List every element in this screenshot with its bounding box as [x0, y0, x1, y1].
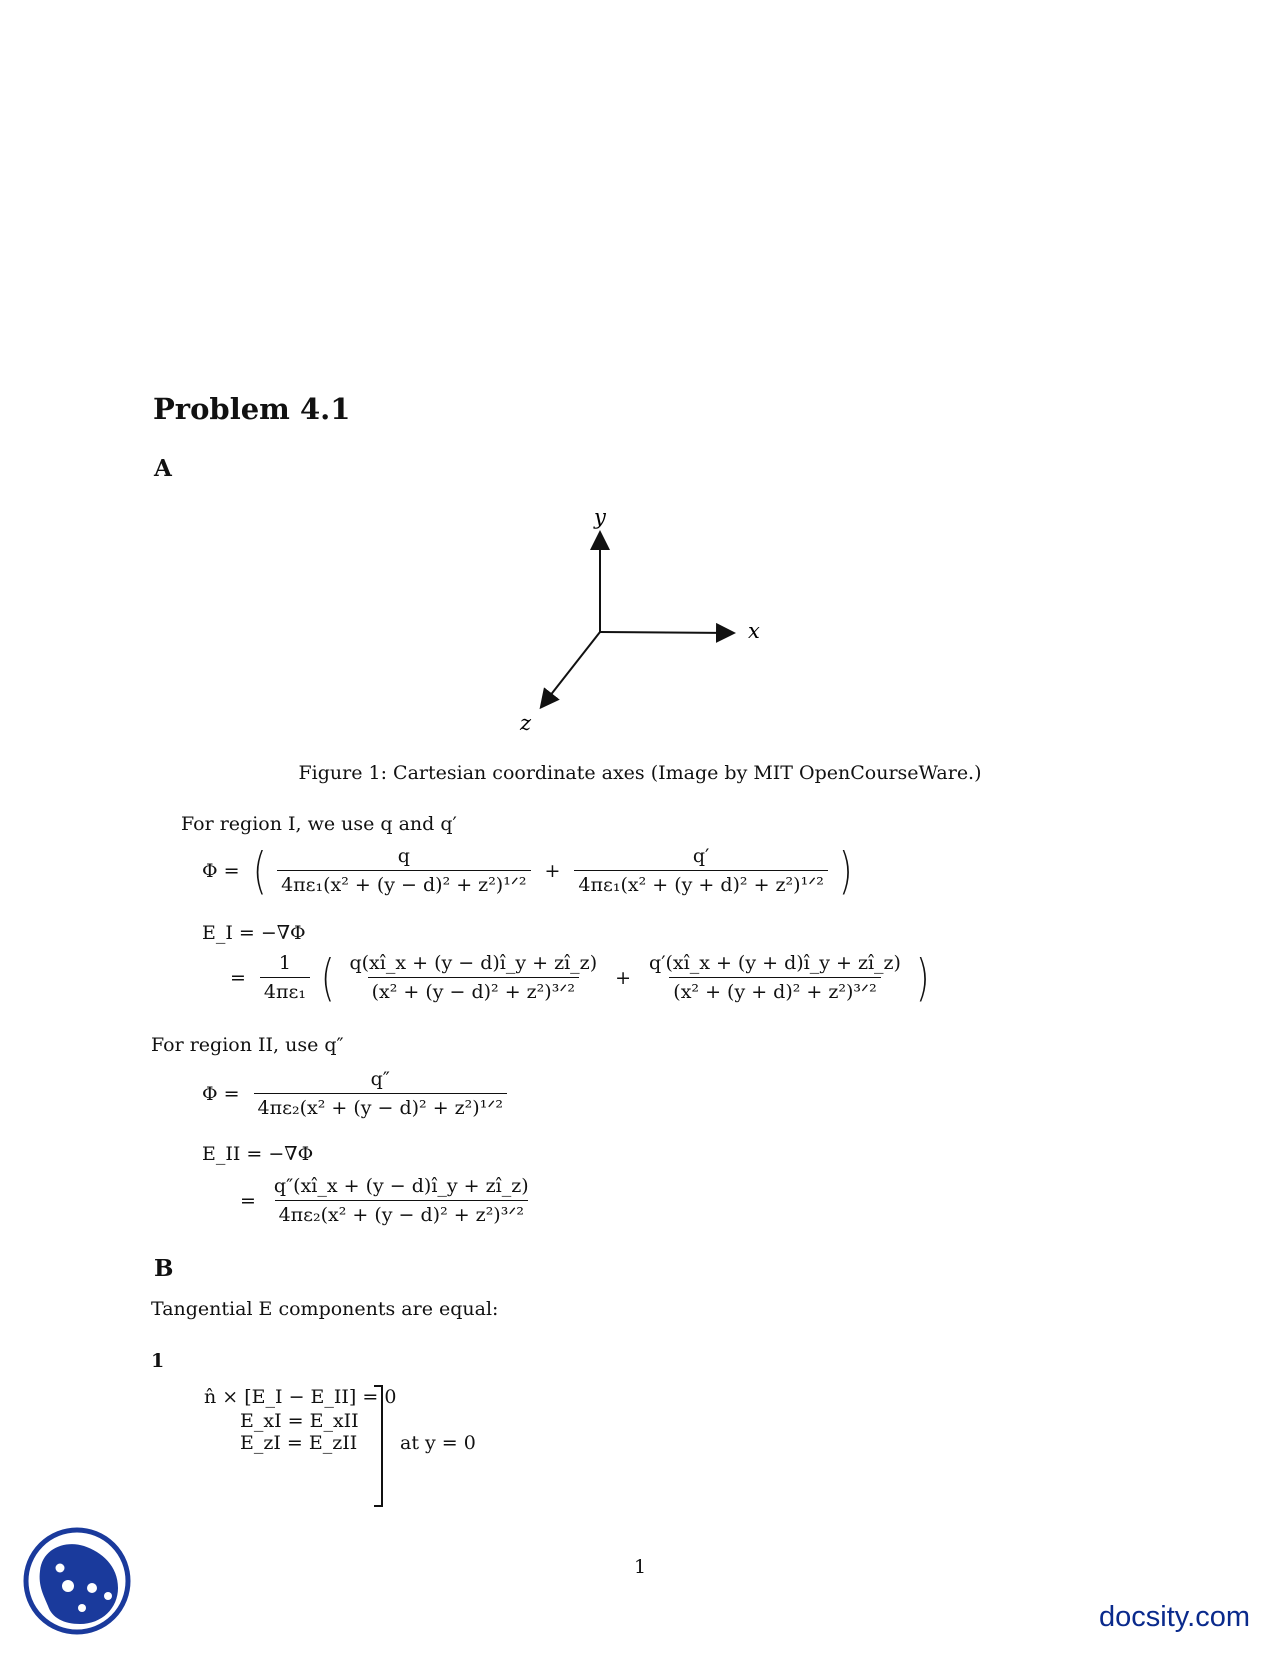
- fraction: [645, 952, 905, 1003]
- denominator: 4πε₁: [260, 977, 310, 1003]
- figure-caption: Figure 1: Cartesian coordinate axes (Image by MIT OpenCourseWare.): [298, 762, 982, 784]
- subsection-1-heading: 1: [151, 1350, 165, 1372]
- equation-e-region-1: [230, 948, 934, 1007]
- page-number: 1: [633, 1556, 647, 1578]
- denominator: (x² + (y + d)² + z²)³ᐟ²: [669, 977, 880, 1003]
- plus-sign: +: [615, 966, 632, 989]
- section-b-heading: B: [154, 1255, 174, 1282]
- docsity-brand-link[interactable]: docsity.com: [1099, 1601, 1250, 1633]
- numerator: q″(xî_x + (y − d)î_y + zî_z): [273, 1175, 529, 1197]
- right-bracket: [370, 1384, 390, 1510]
- equals-sign: =: [230, 966, 246, 989]
- tangential-text: Tangential E components are equal:: [151, 1298, 499, 1320]
- x-axis-line: [600, 632, 732, 633]
- equation-phi-region-2: [202, 1068, 513, 1119]
- fraction: [574, 845, 827, 896]
- fraction: [277, 845, 530, 896]
- numerator: q(xî_x + (y − d)î_y + zî_z): [349, 952, 598, 974]
- denominator: (x² + (y − d)² + z²)³ᐟ²: [368, 977, 579, 1003]
- left-paren: (: [320, 948, 335, 1007]
- coordinate-axes-figure: [500, 500, 780, 740]
- phi-lhs: Φ =: [202, 1082, 240, 1105]
- x-axis-label: x: [748, 619, 760, 643]
- docsity-logo-icon: [22, 1526, 132, 1636]
- plus-sign: +: [544, 859, 561, 882]
- equation-e-region-2: [240, 1175, 539, 1226]
- equation-e-region-2-lhs: E_II = −∇Φ: [202, 1143, 314, 1165]
- numerator: q′: [692, 845, 710, 867]
- bc-condition: at y = 0: [400, 1432, 476, 1454]
- problem-title: Problem 4.1: [153, 392, 351, 426]
- equation-e-region-1-lhs: E_I = −∇Φ: [202, 922, 306, 944]
- bc-line-1: n̂ × [E_I − E_II] = 0: [204, 1386, 397, 1408]
- denominator: 4πε₁(x² + (y − d)² + z²)¹ᐟ²: [277, 870, 530, 896]
- denominator: 4πε₁(x² + (y + d)² + z²)¹ᐟ²: [574, 870, 827, 896]
- region-2-text: For region II, use q″: [151, 1034, 344, 1056]
- fraction: [254, 1068, 507, 1119]
- z-axis-label: z: [520, 711, 532, 735]
- numerator: q: [397, 845, 410, 867]
- y-axis-label: y: [594, 505, 606, 529]
- right-paren: ): [915, 948, 930, 1007]
- section-a-heading: A: [154, 455, 172, 482]
- equals-sign: =: [240, 1189, 256, 1212]
- fraction: [260, 952, 310, 1003]
- right-paren: ): [838, 841, 853, 900]
- bc-line-3: E_zI = E_zII: [240, 1432, 358, 1454]
- fraction: [270, 1175, 533, 1226]
- numerator: q″: [370, 1068, 390, 1090]
- z-axis-line: [542, 632, 600, 706]
- left-paren: (: [252, 841, 267, 900]
- region-1-text: For region I, we use q and q′: [181, 813, 457, 835]
- numerator: 1: [278, 952, 291, 974]
- fraction: [345, 952, 601, 1003]
- numerator: q′(xî_x + (y + d)î_y + zî_z): [649, 952, 901, 974]
- equation-phi-region-1: [202, 841, 857, 900]
- denominator: 4πε₂(x² + (y − d)² + z²)³ᐟ²: [275, 1200, 528, 1226]
- bc-line-2: E_xI = E_xII: [240, 1410, 359, 1432]
- denominator: 4πε₂(x² + (y − d)² + z²)¹ᐟ²: [254, 1093, 507, 1119]
- phi-lhs: Φ =: [202, 859, 240, 882]
